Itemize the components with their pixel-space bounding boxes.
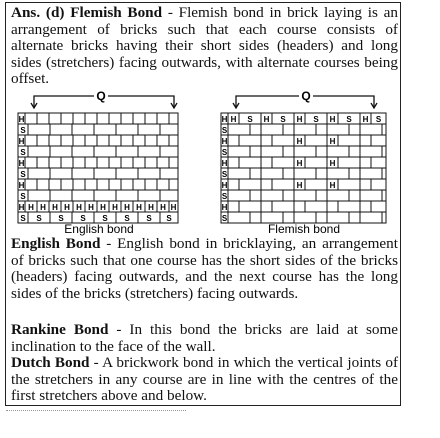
brick [25,135,37,146]
brick [97,179,109,190]
brick [228,146,250,157]
brick-mark: H [221,181,228,190]
brick [327,201,338,212]
flemish-bond-caption: Flemish bond [267,222,341,236]
brick [169,179,178,190]
brick [371,157,386,168]
brick [294,168,316,179]
brick [157,179,169,190]
answer-label: Ans. (d) Flemish Bond [11,4,163,21]
brick [261,190,283,201]
brick [316,168,327,179]
brick [37,135,49,146]
brick [50,190,72,201]
brick [28,168,50,179]
brick-mark: H [170,203,177,212]
brick [94,146,116,157]
brick-mark: H [18,159,25,168]
brick [109,135,121,146]
brick [272,157,294,168]
brick [61,179,73,190]
brick [72,168,94,179]
brick [261,124,283,135]
brick [371,179,386,190]
brick-mark: S [20,214,26,223]
brick-mark: H [40,203,46,212]
brick [228,124,250,135]
brick-mark: S [375,115,382,124]
brick [360,212,382,223]
brick-mark: S [280,115,286,124]
brick [97,113,109,124]
brick [305,157,327,168]
brick [327,168,349,179]
brick-mark: H [296,159,303,168]
q-label: Q [96,89,106,103]
brick-mark: H [221,115,228,124]
brick [160,146,178,157]
brick-mark: H [100,203,106,212]
brick [37,113,49,124]
brick [133,113,145,124]
brick [371,201,386,212]
brick [133,179,145,190]
brick [239,157,261,168]
english-bond-paragraph [11,236,398,302]
brick [382,124,386,135]
brick [145,179,157,190]
brick [250,168,261,179]
brick [228,201,239,212]
brick-mark: H [18,137,25,146]
brick [94,190,116,201]
brick [121,179,133,190]
brick [371,135,386,146]
brick [169,135,178,146]
brick-mark: H [64,203,70,212]
dutch-bond-text: - A brickwork bond in which the vertical joints of the stretchers in any course are in line with the centres of the first stretchers above and below. [11,354,398,405]
brick-mark: S [221,126,228,135]
brick [261,179,272,190]
brick-mark: S [346,115,352,124]
brick [73,113,85,124]
brick-mark: H [296,137,303,146]
brick [283,168,294,179]
brick [261,157,272,168]
brick [360,179,371,190]
brick [228,157,239,168]
brick [50,168,72,179]
brick [109,157,121,168]
brick [360,168,382,179]
brick [382,146,386,157]
brick [294,124,316,135]
brick [94,168,116,179]
english-bond-text: - English bond in bricklaying, an arrangement of bricks such that one course has the short sides of the bricks (headers) facing outwards, and the next course has the long sides of the bricks (stretchers) facing outwards. [11,235,398,302]
brick [49,179,61,190]
brick [283,124,294,135]
brick [73,135,85,146]
brick-mark: S [20,192,26,201]
brick [283,190,294,201]
brick-mark: S [20,170,26,179]
brick-mark: S [36,214,42,223]
brick-mark: H [329,181,336,190]
brick [283,146,294,157]
english-bond-caption: English bond [64,222,134,236]
english-bond-diagram [18,88,178,223]
brick [169,157,178,168]
brick [160,190,178,201]
brick [85,113,97,124]
brick [49,113,61,124]
brick [360,124,382,135]
brick [261,168,283,179]
brick [145,113,157,124]
q-label: Q [301,89,311,103]
flemish-bond-diagram [221,88,386,223]
rankine-bond-text: - In this bond the bricks are laid at some inclination to the face of the wall. [11,321,398,355]
brick [25,157,37,168]
brick [360,190,382,201]
brick [61,113,73,124]
brick-mark: H [329,115,336,124]
brick-mark: S [80,214,86,223]
answer-paragraph [11,5,398,88]
brick-mark: S [102,214,108,223]
brick [85,135,97,146]
brick [360,146,382,157]
brick [360,201,371,212]
brick [50,146,72,157]
brick [338,157,360,168]
brick [28,190,50,201]
answer-text: - Flemish bond in brick laying is an arrangement of bricks such that each course consists of alternate bricks having their short sides (headers) and long sides (stretchers) facing outwards, with alternate courses being offset. [11,4,398,88]
brick [239,135,261,146]
brick [327,146,349,157]
brick [121,157,133,168]
brick [28,124,50,135]
brick [145,157,157,168]
brick-mark: S [221,214,228,223]
brick-mark: H [88,203,94,212]
brick [157,113,169,124]
brick [138,124,160,135]
brick-mark: H [296,181,303,190]
brick [157,157,169,168]
page-edge-dots [6,410,186,412]
rankine-bond-label: Rankine Bond [11,321,109,338]
brick [49,135,61,146]
brick [61,157,73,168]
brick [382,190,386,201]
brick [138,146,160,157]
brick [116,146,138,157]
brick [157,135,169,146]
brick [133,157,145,168]
brick-mark: H [136,203,142,212]
brick-mark: S [124,214,130,223]
brick [145,135,157,146]
brick [228,190,250,201]
brick [121,113,133,124]
brick-mark: S [313,115,319,124]
brick-mark: S [221,192,228,201]
brick [121,135,133,146]
bond-figure [6,86,400,236]
brick [138,168,160,179]
brick [382,212,386,223]
brick [25,113,37,124]
dutch-bond-label: Dutch Bond [11,354,90,371]
brick [169,113,178,124]
brick [316,124,327,135]
brick-mark: H [112,203,118,212]
brick [349,168,360,179]
brick [97,135,109,146]
brick [327,124,349,135]
english-bond-label: English Bond [11,235,101,252]
brick [294,190,316,201]
brick [316,146,327,157]
brick [94,124,116,135]
brick-mark: H [221,203,228,212]
brick [250,212,261,223]
brick [250,146,261,157]
brick-mark: S [20,148,26,157]
brick [272,135,294,146]
brick-mark: H [221,137,228,146]
brick [360,157,371,168]
brick [228,168,250,179]
brick-mark: H [230,115,237,124]
brick [109,179,121,190]
brick [338,201,360,212]
brick [349,124,360,135]
brick [116,124,138,135]
dutch-bond-paragraph [11,355,398,405]
brick [250,124,261,135]
brick-mark: H [28,203,34,212]
brick [73,179,85,190]
brick-mark: S [146,214,152,223]
brick-mark: S [221,148,228,157]
brick [138,190,160,201]
brick [28,146,50,157]
brick [133,135,145,146]
brick-mark: H [76,203,82,212]
brick [360,135,371,146]
brick-mark: H [329,159,336,168]
brick [327,190,349,201]
brick [37,157,49,168]
brick-mark: H [148,203,154,212]
brick-mark: H [18,115,25,124]
brick [349,212,360,223]
brick-mark: S [221,170,228,179]
brick [228,212,250,223]
brick-mark: H [263,115,270,124]
brick [261,146,283,157]
brick-mark: S [247,115,253,124]
brick-mark: H [296,115,303,124]
rankine-bond-paragraph [11,322,398,355]
brick [305,201,327,212]
brick [338,135,360,146]
brick-mark: H [221,159,228,168]
brick [25,179,37,190]
brick [239,201,261,212]
brick [72,124,94,135]
brick [250,190,261,201]
brick [272,201,294,212]
brick [109,113,121,124]
brick [160,168,178,179]
brick [50,124,72,135]
brick-mark: S [166,214,172,223]
brick [72,190,94,201]
brick-mark: H [18,181,25,190]
brick [37,179,49,190]
brick [294,201,305,212]
brick [49,157,61,168]
brick-mark: H [160,203,166,212]
brick-mark: S [58,214,64,223]
brick [239,179,261,190]
brick-mark: H [362,115,369,124]
brick [73,157,85,168]
brick-mark: H [52,203,58,212]
brick [305,179,327,190]
brick [85,157,97,168]
brick-mark: H [124,203,130,212]
brick-mark: H [18,203,25,212]
brick [116,168,138,179]
brick [72,146,94,157]
brick [261,135,272,146]
brick [116,190,138,201]
brick [316,190,327,201]
brick [294,146,316,157]
brick [272,179,294,190]
brick [85,179,97,190]
brick [349,146,360,157]
brick-mark: S [20,126,26,135]
brick [61,135,73,146]
brick [382,168,386,179]
brick [228,135,239,146]
brick [261,201,272,212]
brick [349,190,360,201]
brick [97,157,109,168]
brick [160,124,178,135]
brick-mark: H [329,137,336,146]
brick [338,179,360,190]
brick [305,135,327,146]
brick [228,179,239,190]
